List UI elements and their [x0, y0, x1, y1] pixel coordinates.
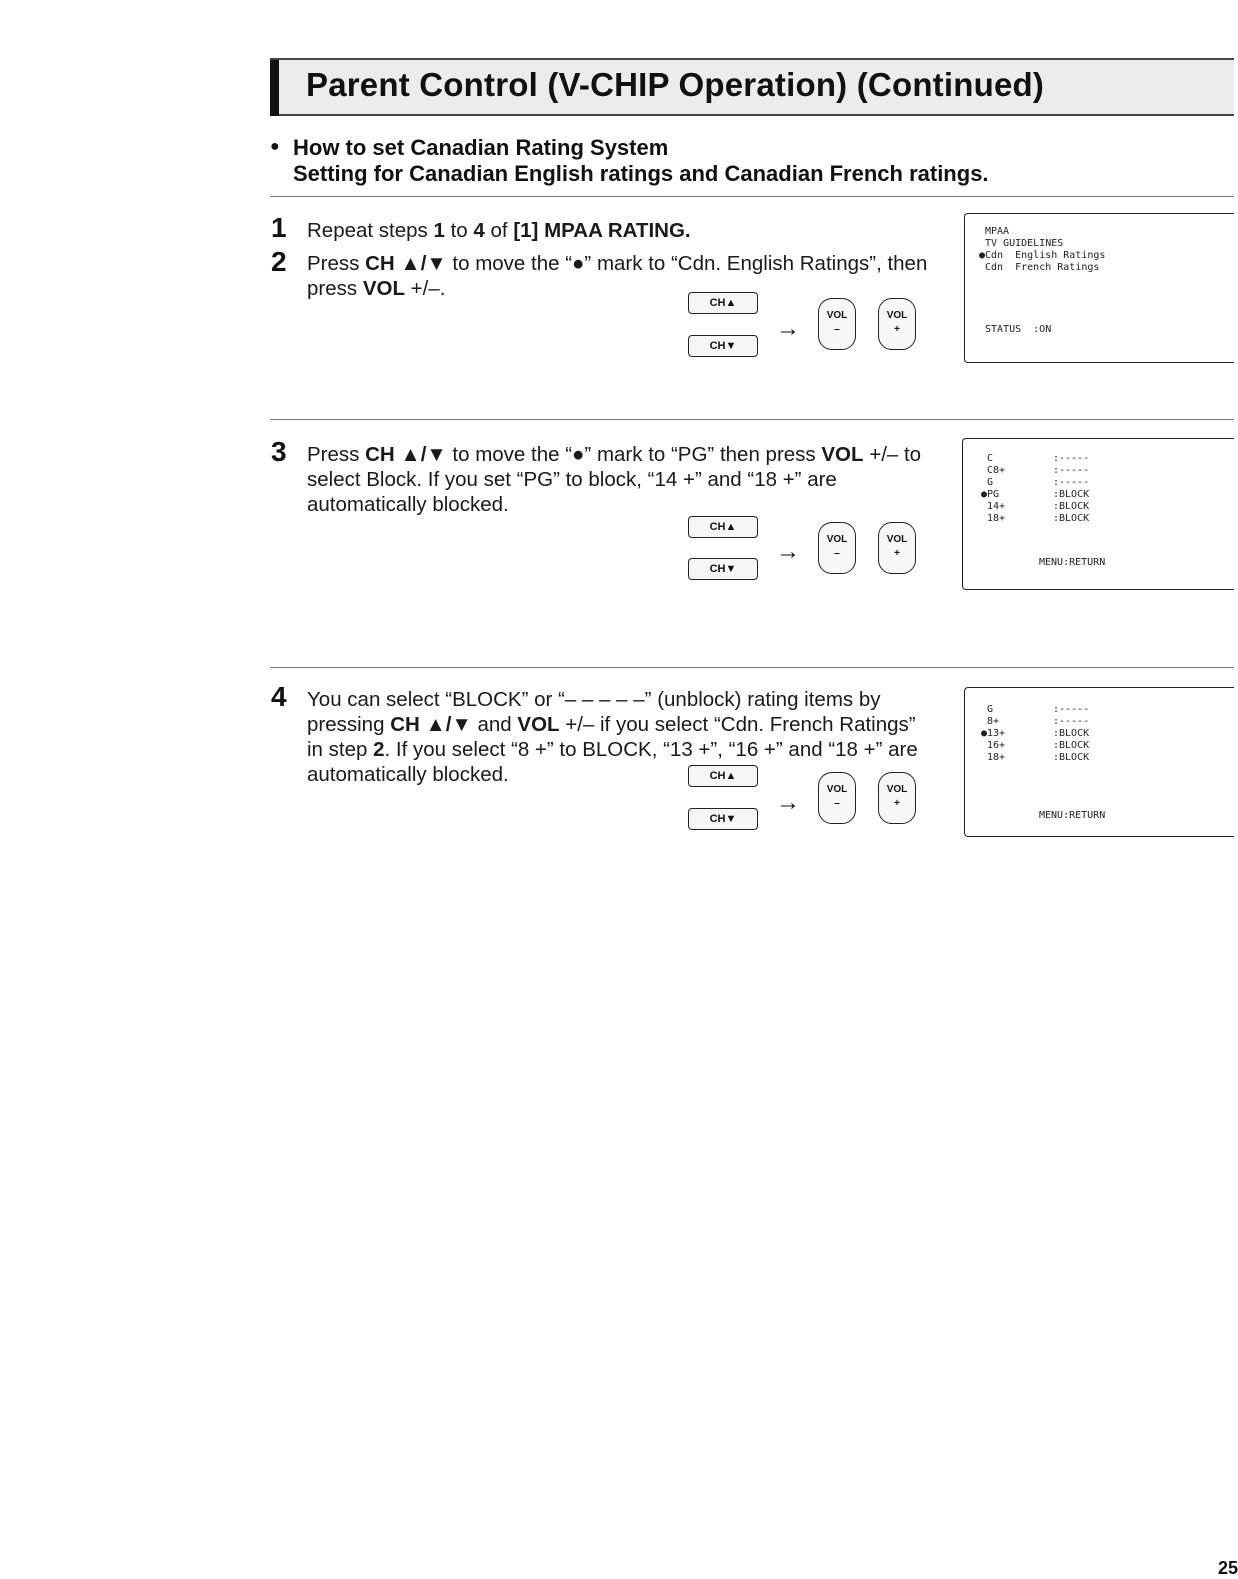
screen-footer: MENU:RETURN	[1039, 810, 1106, 821]
plus-icon: +	[894, 798, 900, 809]
rating-label: 18+	[987, 752, 1006, 763]
step-text: Repeat steps 1 to 4 of [1] MPAA RATING.	[307, 219, 691, 242]
rating-row	[987, 752, 1234, 764]
arrow-right-icon: →	[776, 789, 800, 816]
plus-icon: +	[894, 548, 900, 559]
vol-label: VOL	[886, 784, 908, 795]
step-text: Press CH ▲/▼ to move the “●” mark to “PG” then press VOL +/– to select Block. If you set “PG” to block, “14 +” and “18 +” are automatically blocked.	[307, 443, 922, 516]
plus-icon: +	[894, 324, 900, 335]
vol-minus-button	[818, 298, 856, 350]
rating-label: 18+	[987, 513, 1006, 524]
vol-plus-button	[878, 772, 916, 824]
step-text: You can select “BLOCK” or “– – – – –” (unblock) rating items by pressing CH ▲/▼ and VOL +/– if you select “Cdn. French Ratings” in step 2. If you select “8 +” to BLOCK, “13 +”, “16 +” and “18 +” are automatically blocked.	[307, 688, 918, 786]
tv-screen-english-ratings	[962, 438, 1234, 590]
rating-label: C	[987, 453, 994, 464]
vol-plus-button	[878, 522, 916, 574]
screen-footer: MENU:RETURN	[1039, 557, 1106, 568]
tv-screen-menu	[964, 213, 1234, 363]
ch-down-button: CH▼	[688, 558, 758, 580]
rating-label: C8+	[987, 465, 1006, 476]
rating-value: :-----	[1053, 477, 1090, 488]
rating-value: :BLOCK	[1053, 501, 1090, 512]
rating-label: G	[987, 477, 994, 488]
tv-screen-french-ratings	[964, 687, 1234, 837]
divider	[270, 667, 1234, 668]
vol-minus-button	[818, 772, 856, 824]
rating-label: 8+	[987, 716, 1000, 727]
rating-row	[987, 704, 1234, 716]
rating-row	[987, 453, 1234, 465]
rating-row	[987, 477, 1234, 489]
screen-line-selected: ●Cdn English Ratings	[979, 250, 1106, 261]
step-number: 3	[271, 436, 287, 467]
step-number: 1	[271, 212, 287, 243]
ch-down-button: CH▼	[688, 335, 758, 357]
rating-row	[987, 465, 1234, 477]
ch-up-button: CH▲	[688, 765, 758, 787]
step-number: 4	[271, 681, 287, 712]
rating-value: :BLOCK	[1053, 513, 1090, 524]
rating-label: ●PG	[981, 489, 1000, 500]
ch-down-button: CH▼	[688, 808, 758, 830]
rating-row	[987, 501, 1234, 513]
minus-icon: –	[834, 548, 840, 559]
rating-row	[987, 716, 1234, 728]
ch-up-button: CH▲	[688, 516, 758, 538]
rating-row	[987, 740, 1234, 752]
rating-value: :BLOCK	[1053, 752, 1090, 763]
page-number: 25	[1218, 1558, 1238, 1578]
rating-value: :BLOCK	[1053, 489, 1090, 500]
rating-label: ●13+	[981, 728, 1006, 739]
divider	[270, 196, 1234, 197]
title-accent-bar	[270, 60, 279, 116]
rating-row-selected	[981, 728, 1234, 740]
vol-plus-button	[878, 298, 916, 350]
rating-value: :-----	[1053, 453, 1090, 464]
vol-label: VOL	[886, 310, 908, 321]
vol-label: VOL	[826, 784, 848, 795]
vol-label: VOL	[886, 534, 908, 545]
ch-up-button: CH▲	[688, 292, 758, 314]
page-title: Parent Control (V-CHIP Operation) (Continued)	[306, 66, 1045, 103]
vol-minus-button	[818, 522, 856, 574]
rating-value: :-----	[1053, 465, 1090, 476]
vol-label: VOL	[826, 534, 848, 545]
step-text: Press CH ▲/▼ to move the “●” mark to “Cdn. English Ratings”, then press VOL +/–.	[307, 252, 928, 300]
rating-value: :-----	[1053, 716, 1090, 727]
rating-value: :BLOCK	[1053, 740, 1090, 751]
screen-line: MPAA	[985, 226, 1010, 237]
section-heading: How to set Canadian Rating System	[293, 135, 669, 160]
step-number: 2	[271, 246, 287, 277]
screen-line: TV GUIDELINES	[985, 238, 1064, 249]
minus-icon: –	[834, 324, 840, 335]
rating-row	[987, 513, 1234, 525]
rating-value: :-----	[1053, 704, 1090, 715]
rating-label: 16+	[987, 740, 1006, 751]
section-subheading: Setting for Canadian English ratings and Canadian French ratings.	[293, 161, 989, 186]
minus-icon: –	[834, 798, 840, 809]
rating-row-selected	[981, 489, 1234, 501]
arrow-right-icon: →	[776, 315, 800, 342]
rating-label: G	[987, 704, 994, 715]
divider	[270, 419, 1234, 420]
arrow-right-icon: →	[776, 538, 800, 565]
bullet-icon: ●	[270, 138, 280, 155]
screen-line: Cdn French Ratings	[979, 262, 1100, 273]
rating-label: 14+	[987, 501, 1006, 512]
screen-status: STATUS :ON	[985, 324, 1052, 335]
vol-label: VOL	[826, 310, 848, 321]
rating-value: :BLOCK	[1053, 728, 1090, 739]
